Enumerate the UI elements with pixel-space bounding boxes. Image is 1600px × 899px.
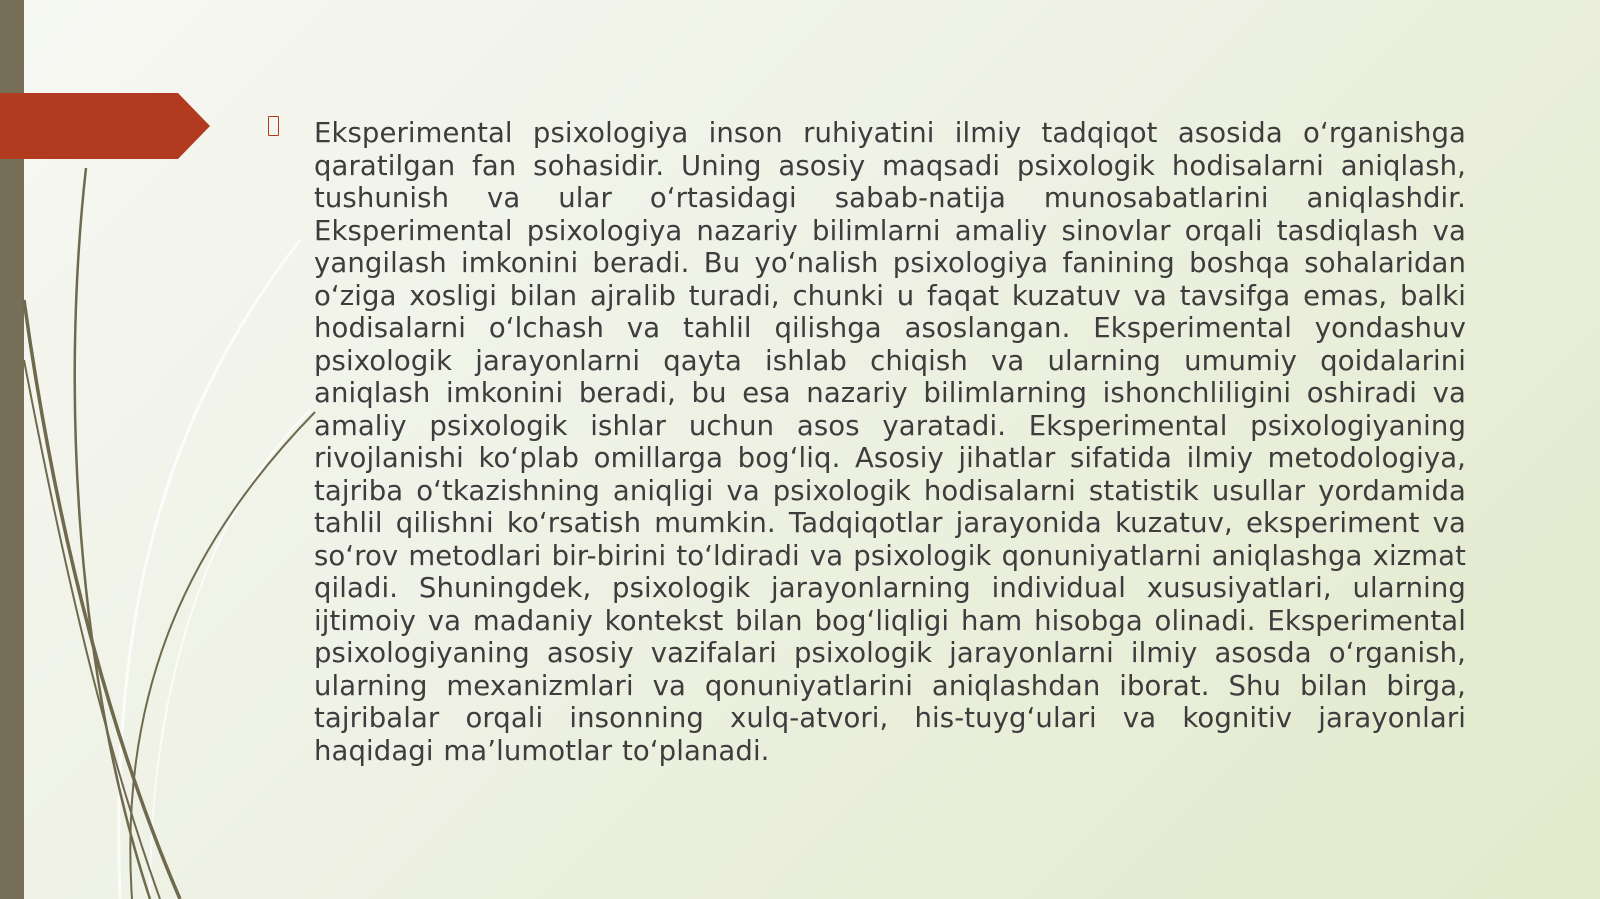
square-bullet-icon — [268, 116, 279, 136]
arrow-banner — [0, 93, 210, 159]
curve-white-1 — [119, 240, 300, 899]
curve-white-2 — [150, 410, 310, 899]
curve-dark-2 — [24, 300, 180, 899]
curve-dark-4 — [130, 412, 315, 899]
slide-paragraph: Eksperimental psixologiya inson ruhiyatini ilmiy tadqiqot asosida o‘rganishga qaratilgan fan sohasidir. Uning asosiy maqsadi psixologik hodisalarni aniqlash, tushunish va ular o‘rtasidagi sabab-natija munosabatlarini aniqlashdir. Eksperimental psixologiya nazariy bilimlarni amaliy sinovlar orqali tasdiqlash va yangilash imkonini beradi. Bu yo‘nalish psixologiya fanining boshqa sohalaridan o‘ziga xosligi bilan ajralib turadi, chunki u faqat kuzatuv va tavsifga emas, balki hodisalarni o‘lchash va tahlil qilishga asoslangan. Eksperimental yondashuv psixologik jarayonlarni qayta ishlab chiqish va ularning umumiy qoidalarini aniqlash imkonini beradi, bu esa nazariy bilimlarning ishonchliligini oshiradi va amaliy psixologik ishlar uchun asos yaratadi. Eksperimental psixologiyaning rivojlanishi ko‘plab omillarga bog‘liq. Asosiy jihatlar sifatida ilmiy metodologiya, tajriba o‘tkazishning aniqligi va psixologik hodisalarni statistik usullar yordamida tahlil qilishni ko‘rsatish mumkin. Tadqiqotlar jarayonida kuzatuv, eksperiment va so‘rov metodlari bir-birini to‘ldiradi va psixologik qonuniyatlarni aniqlashga xizmat qiladi. Shuningdek, psixologik jarayonlarning individual xususiyatlari, ularning ijtimoiy va madaniy kontekst bilan bog‘liqligi ham hisobga olinadi. Eksperimental psixologiyaning asosiy vazifalari psixologik jarayonlarni ilmiy asosda o‘rganish, ularning mexanizmlari va qonuniyatlarini aniqlashdan iborat. Shu bilan birga, tajribalar orqali insonning xulq-atvori, his-tuyg‘ulari va kognitiv jarayonlari haqidagi ma’lumotlar to‘planadi. — [314, 117, 1466, 767]
